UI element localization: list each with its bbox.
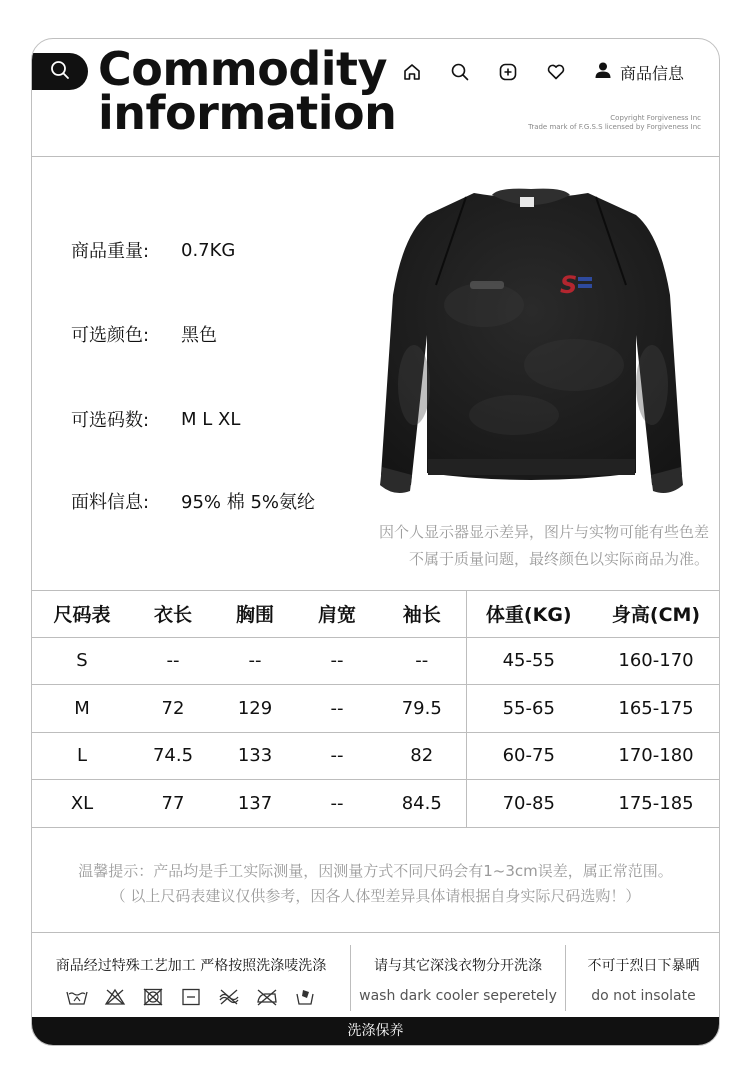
no-iron-icon	[255, 987, 279, 1007]
table-cell: 82	[378, 732, 466, 780]
care-icons	[32, 987, 350, 1007]
table-cell: 70-85	[466, 780, 591, 828]
col-header: 身高(CM)	[591, 591, 720, 637]
table-row	[32, 637, 720, 685]
care-section	[32, 933, 719, 1017]
spec-label: 商品重量:	[71, 241, 150, 262]
spec-value: 黑色	[181, 325, 217, 346]
table-row	[32, 685, 720, 733]
table-cell: --	[296, 685, 378, 733]
note-line: （ 以上尺码表建议仅供参考，因各人体型差异具体请根据自身实际尺码选购！）	[110, 887, 641, 905]
search-button[interactable]	[31, 53, 88, 90]
col-header: 尺码表	[32, 591, 132, 637]
spec-label: 可选颜色:	[71, 325, 150, 346]
commodity-card	[31, 38, 720, 1046]
no-tumble-dry-icon	[141, 987, 165, 1007]
table-cell: XL	[32, 780, 132, 828]
table-cell: --	[132, 637, 214, 685]
col-header: 衣长	[132, 591, 214, 637]
header	[32, 39, 719, 157]
col-header: 体重(KG)	[466, 591, 591, 637]
heart-icon[interactable]	[544, 60, 568, 84]
spec-fabric	[71, 488, 315, 514]
table-row	[32, 780, 720, 828]
table-cell: 160-170	[591, 637, 720, 685]
spec-sizes	[71, 406, 240, 432]
table-cell: 79.5	[378, 685, 466, 733]
spec-weight	[71, 237, 235, 263]
add-icon[interactable]	[496, 60, 520, 84]
dry-clean-icon	[293, 987, 317, 1007]
page-title: Commodity information	[98, 42, 397, 140]
col-header: 袖长	[378, 591, 466, 637]
table-cell: --	[296, 637, 378, 685]
table-cell: --	[296, 780, 378, 828]
care-subtitle: wash dark cooler seperetely	[359, 988, 557, 1004]
table-cell: 165-175	[591, 685, 720, 733]
care-title: 商品经过特殊工艺加工 严格按照洗涤唛洗涤	[55, 958, 327, 974]
care-col-process	[32, 933, 350, 1017]
hand-wash-icon	[65, 987, 89, 1007]
spec-color	[71, 321, 217, 347]
col-header: 肩宽	[296, 591, 378, 637]
search-icon	[50, 60, 70, 84]
product-section	[32, 157, 719, 591]
table-cell: 72	[132, 685, 214, 733]
search-icon[interactable]	[448, 60, 472, 84]
table-cell: 133	[214, 732, 296, 780]
user-icon	[594, 61, 612, 83]
table-cell: 129	[214, 685, 296, 733]
care-subtitle: do not insolate	[591, 988, 696, 1004]
note-line: 温馨提示：产品均是手工实际测量，因测量方式不同尺码会有1~3cm误差，属正常范围。	[78, 862, 673, 880]
table-header-row	[32, 591, 720, 637]
nav-label: 商品信息	[620, 63, 685, 83]
table-cell: M	[32, 685, 132, 733]
no-wring-icon	[217, 987, 241, 1007]
table-cell: --	[214, 637, 296, 685]
table-cell: --	[378, 637, 466, 685]
spec-value: 0.7KG	[181, 239, 236, 261]
size-chart-table	[32, 591, 720, 828]
table-cell: S	[32, 637, 132, 685]
table-cell: 175-185	[591, 780, 720, 828]
care-col-sun	[566, 933, 720, 1017]
table-cell: L	[32, 732, 132, 780]
table-cell: 137	[214, 780, 296, 828]
size-notes	[32, 821, 719, 933]
table-row	[32, 732, 720, 780]
col-header: 胸围	[214, 591, 296, 637]
spec-label: 可选码数:	[71, 410, 150, 431]
spec-value: 95% 棉 5%氨纶	[181, 492, 316, 513]
care-col-separate	[351, 933, 565, 1017]
spec-value: M L XL	[181, 408, 241, 430]
home-icon[interactable]	[400, 60, 424, 84]
copyright-text: Copyright Forgiveness Inc Trade mark of F.G.S.S licensed by Forgiveness Inc	[528, 114, 701, 131]
table-cell: 77	[132, 780, 214, 828]
care-title: 不可于烈日下暴晒	[587, 958, 700, 974]
table-cell: 84.5	[378, 780, 466, 828]
table-cell: 45-55	[466, 637, 591, 685]
no-bleach-icon	[103, 987, 127, 1007]
table-cell: 170-180	[591, 732, 720, 780]
table-cell: --	[296, 732, 378, 780]
care-title: 请与其它深浅衣物分开洗涤	[374, 958, 542, 974]
footer-bar: 洗涤保养	[32, 1017, 719, 1045]
spec-label: 面料信息:	[71, 492, 150, 513]
user-menu[interactable]	[594, 61, 684, 84]
flat-dry-icon	[179, 987, 203, 1007]
color-disclaimer: 因个人显示器显示差异，图片与实物可能有些色差 不属于质量问题，最终颜色以实际商品为准。	[378, 523, 709, 568]
table-cell: 55-65	[466, 685, 591, 733]
table-cell: 60-75	[466, 732, 591, 780]
top-nav	[400, 59, 684, 85]
table-cell: 74.5	[132, 732, 214, 780]
svg-text:S: S	[560, 271, 578, 299]
sweatshirt-image	[374, 185, 689, 507]
